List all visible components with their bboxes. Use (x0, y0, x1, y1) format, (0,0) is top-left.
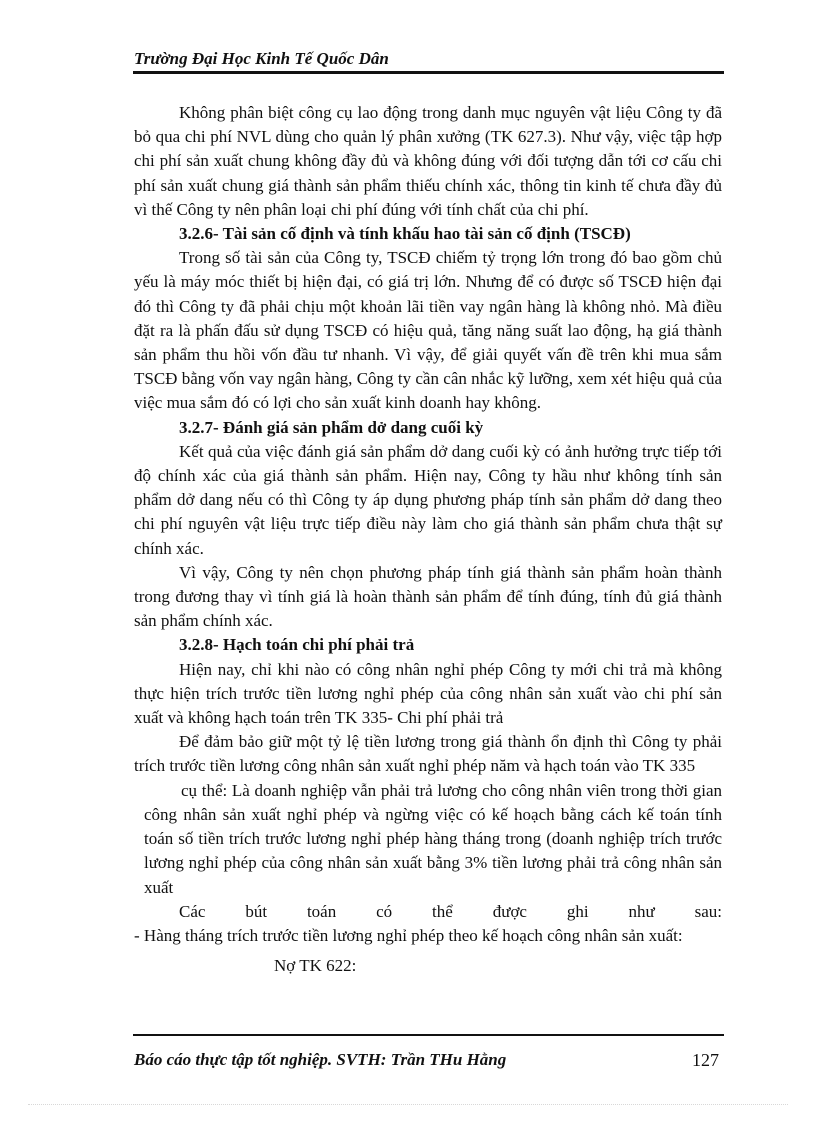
paragraph-3: Kết quả của việc đánh giá sản phẩm dở dang cuối kỳ có ảnh hưởng trực tiếp tới độ chính xác của giá thành sản phẩm. Hiện nay, Công ty hầu như không tính sản phẩm dở dang nếu có thì Công ty áp dụng phương pháp tính sản phẩm dở dang theo chi phí nguyên vật liệu trực tiếp điều này làm cho giá thành sản phẩm chưa thật sự chính xác. (134, 441, 722, 558)
paragraph-6: Để đảm bảo giữ một tỷ lệ tiền lương trong giá thành ổn định thì Công ty phải trích trước tiền lương công nhân sản xuất nghỉ phép năm và hạch toán vào TK 335 (134, 732, 722, 776)
paragraph-7: cụ thể: Là doanh nghiệp vẫn phải trả lương cho công nhân viên trong thời gian công nhân sản xuất nghỉ phép và ngừng việc có kế hoạch bằng cách kế toán tính toán số tiền trích trước lương nghỉ phép hàng tháng trong (doanh nghiệp trích trước lương nghỉ phép của công nhân sản xuất bằng 3% tiền lương phải trả công nhân sản xuất (144, 780, 722, 897)
body-content (134, 101, 722, 978)
paragraph-2: Trong số tài sản của Công ty, TSCĐ chiếm tỷ trọng lớn trong đó bao gồm chủ yếu là máy móc thiết bị hiện đại, có giá trị lớn. Nhưng để có được số TSCĐ hiện đại đó thì Công ty đã phải chịu một khoản lãi tiền vay ngân hàng là không nhỏ. Mà điều đặt ra là phấn đấu sử dụng TSCĐ có hiệu quả, tăng năng suất lao động, hạ giá thành sản phẩm thu hồi vốn đầu tư nhanh. Vì vậy, để giải quyết vấn đề trên khi mua sắm TSCĐ bằng vốn vay ngân hàng, Công ty cần cân nhắc kỹ lưỡng, xem xét hiệu quả của việc mua sắm đó có lợi cho sản xuất kinh doanh hay không. (134, 248, 722, 413)
section-heading-3-2-6: 3.2.6- Tài sản cố định và tính khấu hao tài sản cố định (TSCĐ) (179, 224, 631, 244)
paragraph-1: Không phân biệt công cụ lao động trong danh mục nguyên vật liệu Công ty đã bỏ qua chi phí NVL dùng cho quản lý phân xưởng (TK 627.3). Như vậy, việc tập hợp chi phí sản xuất chung không đầy đủ và không đúng với đối tượng dẫn tới cơ cấu chi phí sản xuất chung giá thành sản phẩm thiếu chính xác, thông tin kinh tế chưa đầy đủ vì thế Công ty nên phân loại chi phí đúng với tính chất của chi phí. (134, 103, 722, 219)
section-heading-3-2-8: 3.2.8- Hạch toán chi phí phải trả (179, 635, 415, 655)
paragraph-9: - Hàng tháng trích trước tiền lương nghỉ phép theo kế hoạch công nhân sản xuất: (134, 925, 683, 945)
footer-text: Báo cáo thực tập tốt nghiệp. SVTH: Trần THu Hằng (134, 1050, 507, 1069)
section-heading-3-2-7: 3.2.7- Đánh giá sản phẩm dở dang cuối kỳ (179, 417, 484, 437)
header-rule (133, 71, 724, 74)
header-title: Trường Đại Học Kinh Tế Quốc Dân (134, 49, 389, 68)
accounting-entry: Nợ TK 622: (274, 956, 357, 976)
footer-rule (133, 1034, 724, 1036)
paragraph-5: Hiện nay, chỉ khi nào có công nhân nghỉ phép Công ty mới chi trả mà không thực hiện trích trước tiền lương nghỉ phép của công nhân sản xuất vào chi phí sản xuất và không hạch toán trên TK 335- Chi phí phải trả (134, 659, 722, 728)
paragraph-8: Các bút toán có thể được ghi như sau: (179, 901, 722, 921)
page-edge-divider (28, 1104, 788, 1105)
page-number: 127 (692, 1050, 719, 1070)
paragraph-4: Vì vậy, Công ty nên chọn phương pháp tính giá thành sản phẩm hoàn thành trong đương thay vì tính giá là hoàn thành sản phẩm để tính đúng, tính đủ giá thành sản phẩm chính xác. (134, 562, 722, 631)
